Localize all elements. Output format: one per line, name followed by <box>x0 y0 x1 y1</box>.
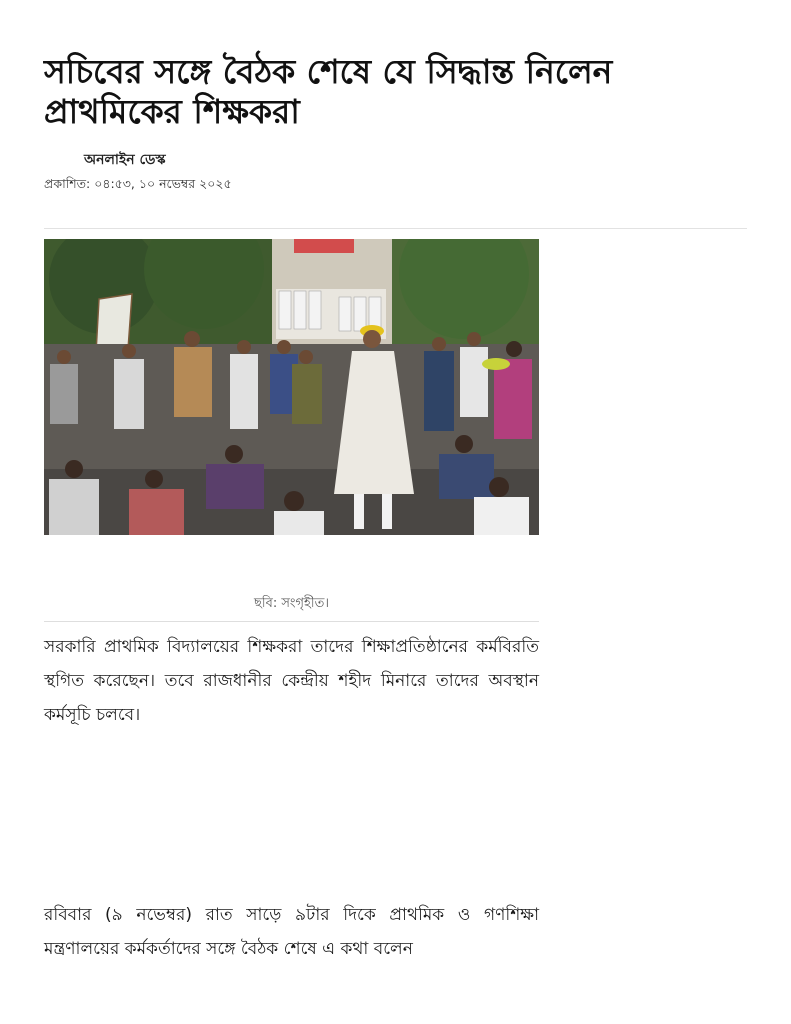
protest-photo-illustration <box>44 239 539 535</box>
caption-divider <box>44 621 539 622</box>
article-paragraph-1: সরকারি প্রাথমিক বিদ্যালয়ের শিক্ষকরা তাদের শিক্ষাপ্রতিষ্ঠানের কর্মবিরতি স্থগিত করেছেন। তবে রাজধানীর কেন্দ্রীয় শহীদ মিনারে তাদের অবস্থান কর্মসূচি চলবে। <box>44 637 539 725</box>
article-paragraph-2: রবিবার (৯ নভেম্বর) রাত সাড়ে ৯টার দিকে প্রাথমিক ও গণশিক্ষা মন্ত্রণালয়ের কর্মকর্তাদের সঙ্গে বৈঠক শেষে এ কথা বলেন <box>44 905 539 959</box>
author-name[interactable]: অনলাইন ডেস্ক <box>84 152 166 168</box>
divider <box>44 228 747 229</box>
image-caption: ছবি: সংগৃহীত। <box>254 596 329 611</box>
article-photo <box>44 239 539 535</box>
published-time: প্রকাশিত: ০৪:৫৩, ১০ নভেম্বর ২০২৫ <box>44 176 232 191</box>
article-headline: সচিবের সঙ্গে বৈঠক শেষে যে সিদ্ধান্ত নিলেন প্রাথমিকের শিক্ষকরা <box>44 52 613 131</box>
